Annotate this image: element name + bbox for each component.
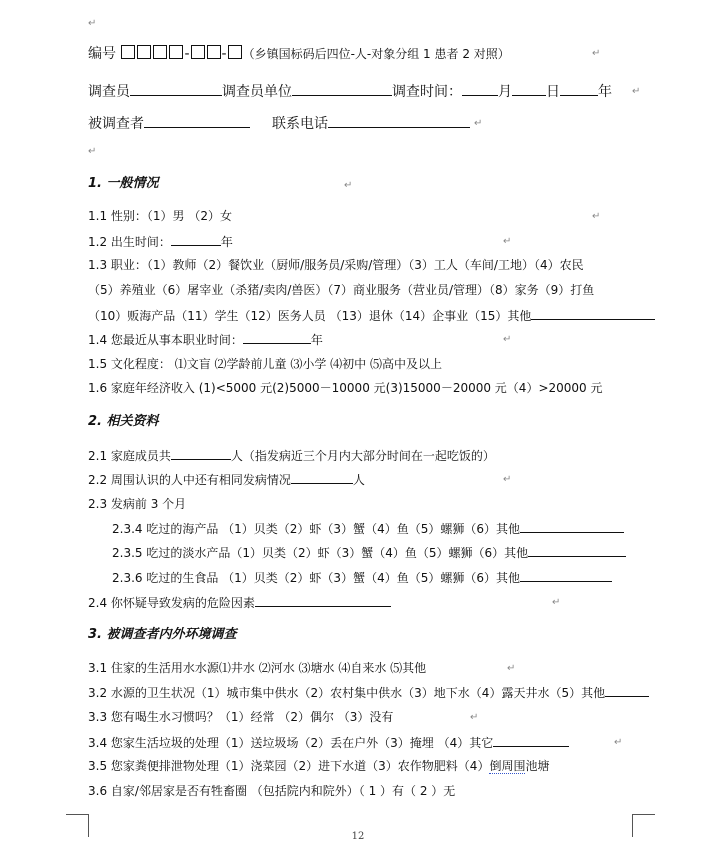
q3-5-option-underlined: 倒周围 [489, 759, 526, 773]
paragraph-mark: ↵ [614, 737, 623, 748]
section-heading-3: 3. 被调查者内外环境调查 [88, 627, 237, 642]
q1-5-education: 1.5 文化程度： ⑴文盲 ⑵学龄前儿童 ⑶小学 ⑷初中 ⑸高中及以上 [88, 357, 442, 371]
raw-food-other-field[interactable] [520, 569, 612, 582]
code-boxes-b[interactable] [190, 45, 222, 63]
year-field[interactable] [560, 83, 598, 96]
q2-3-5-freshwater [112, 544, 626, 561]
birth-field[interactable] [171, 233, 221, 246]
q3-5-option-tail: 池塘 [525, 759, 550, 773]
q2-3-4-label: 2.3.4 吃过的海产品 （1）贝类（2）虾（3）蟹（4）鱼（5）螺狮（6）其他 [112, 522, 520, 536]
respondent-field[interactable] [144, 115, 250, 128]
code-dash: - [221, 46, 227, 62]
water-other-field[interactable] [605, 684, 649, 697]
paragraph-mark: ↵ [474, 118, 483, 129]
years-field[interactable] [243, 331, 311, 344]
paragraph-mark: ↵ [632, 86, 641, 97]
q2-3-6-label: 2.3.6 吃过的生食品 （1）贝类（2）虾（3）蟹（4）鱼（5）螺狮（6）其他 [112, 571, 520, 585]
q2-1-note: 人（指发病近三个月内大部分时间在一起吃饭的） [230, 449, 495, 463]
q1-1-sex: 1.1 性别：（1）男 （2）女 [88, 209, 232, 223]
paragraph-mark: ↵ [503, 474, 512, 485]
code-note: （乡镇国标码后四位-人-对象分组 1 患者 2 对照） [242, 47, 510, 61]
unit-label: 调查员单位 [222, 84, 292, 100]
q2-4-label: 2.4 你怀疑导致发病的危险因素 [88, 596, 255, 610]
q1-3-occupation: 1.3 职业：（1）教师（2）餐饮业（厨师/服务员/采购/管理）（3）工人（车间/工地）（4）农民 [88, 258, 584, 272]
paragraph-mark: ↵ [503, 334, 512, 345]
q1-3-occupation-cont2 [88, 307, 655, 324]
code-box[interactable] [169, 45, 183, 59]
code-label: 编号 [88, 46, 116, 62]
paragraph-mark: ↵ [470, 712, 479, 723]
code-row [88, 45, 510, 63]
code-box[interactable] [228, 45, 242, 59]
q3-2-label: 3.2 水源的卫生状况（1）城市集中供水（2）农村集中供水（3）地下水（4）露天井水（5）其他 [88, 686, 606, 700]
month-field[interactable] [462, 83, 498, 96]
q2-4-risk [88, 594, 391, 611]
paragraph-mark: ↵ [88, 146, 97, 157]
section-heading-2: 2. 相关资料 [88, 414, 159, 429]
respondent-row [88, 115, 470, 133]
paragraph-mark: ↵ [507, 663, 516, 674]
paragraph-mark: ↵ [592, 48, 601, 59]
day-field[interactable] [512, 83, 546, 96]
q1-2-birth [88, 233, 233, 250]
freshwater-other-field[interactable] [528, 544, 626, 557]
paragraph-mark: ↵ [88, 18, 97, 29]
q1-3-other-label: （10）贩海产品（11）学生（12）医务人员 （13）退休（14）企事业（15）其他 [88, 309, 532, 323]
investigator-row [88, 83, 612, 101]
q2-1-label: 2.1 家庭成员共 [88, 449, 171, 463]
month-label: 月 [498, 84, 512, 100]
code-box[interactable] [137, 45, 151, 59]
similar-count-field[interactable] [291, 471, 353, 484]
q2-3-5-label: 2.3.5 吃过的淡水产品（1）贝类（2）虾（3）蟹（4）鱼（5）螺狮（6）其他 [112, 546, 529, 560]
day-label: 日 [546, 84, 560, 100]
family-count-field[interactable] [171, 447, 231, 460]
paragraph-mark: ↵ [344, 180, 353, 191]
crop-mark [66, 814, 89, 837]
investigator-label: 调查员 [88, 84, 130, 100]
investigator-field[interactable] [130, 83, 222, 96]
code-box[interactable] [191, 45, 205, 59]
code-box[interactable] [153, 45, 167, 59]
q1-4-years [88, 331, 323, 348]
code-box[interactable] [121, 45, 135, 59]
risk-field[interactable] [255, 594, 391, 607]
section-heading-1: 1. 一般情况 [88, 176, 159, 191]
q1-2-unit: 年 [220, 235, 233, 249]
q3-5-label: 3.5 您家粪便排泄物处理（1）浇菜园（2）进下水道（3）农作物肥料（4） [88, 759, 490, 773]
paragraph-mark: ↵ [503, 236, 512, 247]
code-box[interactable] [207, 45, 221, 59]
paragraph-mark: ↵ [552, 597, 561, 608]
garbage-other-field[interactable] [493, 734, 569, 747]
q1-2-label: 1.2 出生时间： [88, 235, 171, 249]
q2-3-prior: 2.3 发病前 3 个月 [88, 497, 187, 511]
q2-2-label: 2.2 周围认识的人中还有相同发病情况 [88, 473, 291, 487]
q3-3-raw-water: 3.3 您有喝生水习惯吗？（1）经常 （2）偶尔 （3）没有 [88, 710, 394, 724]
q2-2-similar [88, 471, 365, 488]
code-boxes-a[interactable] [120, 45, 184, 63]
q3-5-excreta [88, 758, 549, 774]
phone-label: 联系电话 [272, 116, 328, 132]
phone-field[interactable] [328, 115, 470, 128]
seafood-other-field[interactable] [520, 520, 624, 533]
occupation-other-field[interactable] [531, 307, 655, 320]
q3-6-livestock: 3.6 自家/邻居家是否有牲畜圈 （包括院内和院外）（ 1 ）有（ 2 ）无 [88, 784, 456, 798]
date-label: 调查时间： [392, 84, 462, 100]
q3-2-water-hygiene [88, 684, 649, 701]
page-number: 12 [351, 831, 365, 842]
code-boxes-c[interactable] [227, 45, 243, 63]
year-label: 年 [598, 84, 612, 100]
q3-1-water: 3.1 住家的生活用水水源⑴井水 ⑵河水 ⑶塘水 ⑷自来水 ⑸其他 [88, 661, 427, 675]
q1-4-label: 1.4 您最近从事本职业时间： [88, 333, 243, 347]
q1-3-occupation-cont: （5）养殖业（6）屠宰业（杀猪/卖肉/兽医）（7）商业服务（营业员/管理）（8）家务（9）打鱼 [88, 283, 595, 297]
q2-2-unit: 人 [352, 473, 365, 487]
respondent-label: 被调查者 [88, 116, 144, 132]
q3-4-label: 3.4 您家生活垃圾的处理（1）送垃圾场（2）丢在户外（3）掩埋 （4）其它 [88, 736, 494, 750]
q2-3-4-seafood [112, 520, 624, 537]
crop-mark [632, 814, 655, 837]
unit-field[interactable] [292, 83, 392, 96]
q1-6-income: 1.6 家庭年经济收入 (1)<5000 元(2)5000－10000 元(3)15000－20000 元（4）>20000 元 [88, 381, 603, 395]
code-dash: - [184, 46, 190, 62]
q1-4-unit: 年 [310, 333, 323, 347]
q2-1-family [88, 447, 495, 464]
q3-4-garbage [88, 734, 569, 751]
q2-3-6-raw-food [112, 569, 612, 586]
paragraph-mark: ↵ [592, 211, 601, 222]
